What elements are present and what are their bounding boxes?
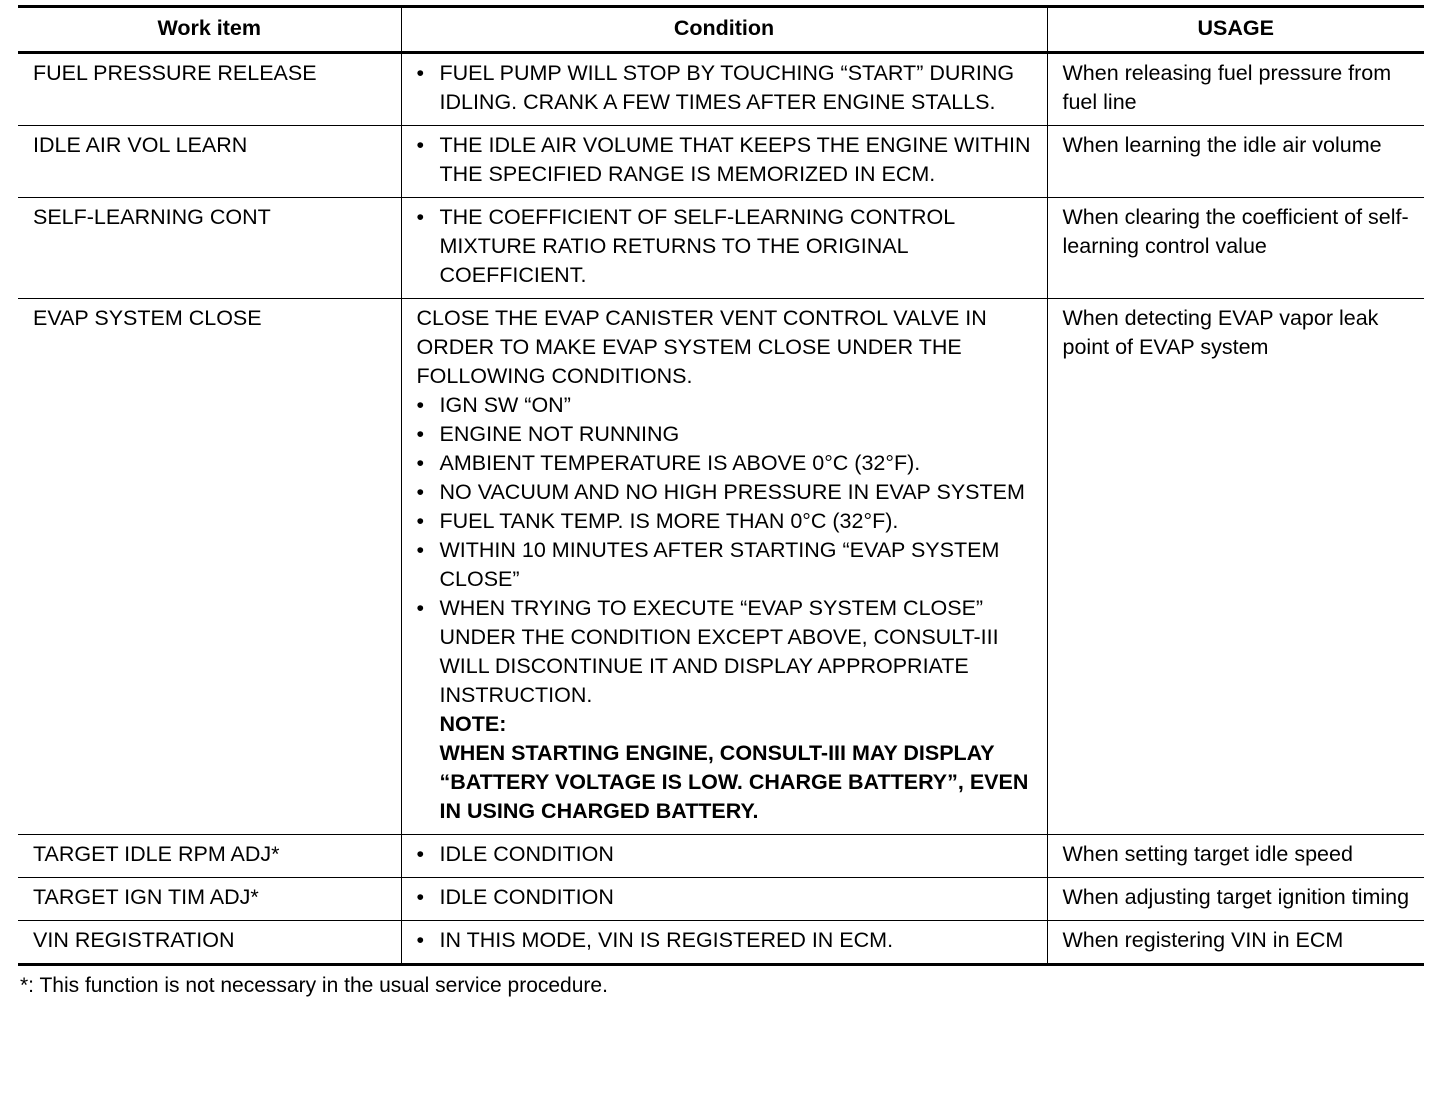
work-item-cell: TARGET IGN TIM ADJ* <box>18 878 401 921</box>
condition-list <box>417 926 1039 955</box>
condition-item: • WITHIN 10 MINUTES AFTER STARTING “EVAP SYSTEM CLOSE” <box>417 536 1039 594</box>
condition-item: • NO VACUUM AND NO HIGH PRESSURE IN EVAP SYSTEM <box>417 478 1039 507</box>
note-label: NOTE: <box>439 712 507 736</box>
condition-cell <box>401 835 1047 878</box>
condition-item: • FUEL TANK TEMP. IS MORE THAN 0°C (32°F). <box>417 507 1039 536</box>
condition-item: • IN THIS MODE, VIN IS REGISTERED IN ECM. <box>417 926 1039 955</box>
work-support-document <box>18 5 1424 1000</box>
table-row <box>18 878 1424 921</box>
condition-cell <box>401 53 1047 126</box>
usage-cell: When detecting EVAP vapor leak point of EVAP system <box>1047 299 1424 835</box>
table-row <box>18 198 1424 299</box>
work-item-cell: SELF-LEARNING CONT <box>18 198 401 299</box>
table-row <box>18 53 1424 126</box>
condition-item: • AMBIENT TEMPERATURE IS ABOVE 0°C (32°F). <box>417 449 1039 478</box>
condition-cell <box>401 126 1047 198</box>
header-usage: USAGE <box>1047 7 1424 53</box>
condition-cell <box>401 198 1047 299</box>
table-header-row <box>18 7 1424 53</box>
work-item-cell: EVAP SYSTEM CLOSE <box>18 299 401 835</box>
table-row <box>18 126 1424 198</box>
usage-cell: When clearing the coefficient of self-learning control value <box>1047 198 1424 299</box>
condition-item: • ENGINE NOT RUNNING <box>417 420 1039 449</box>
work-item-cell: TARGET IDLE RPM ADJ* <box>18 835 401 878</box>
work-support-table <box>18 5 1424 966</box>
usage-cell: When adjusting target ignition timing <box>1047 878 1424 921</box>
condition-item: • THE COEFFICIENT OF SELF-LEARNING CONTROL MIXTURE RATIO RETURNS TO THE ORIGINAL COEFFICIENT. <box>417 203 1039 290</box>
condition-item: • FUEL PUMP WILL STOP BY TOUCHING “START” DURING IDLING. CRANK A FEW TIMES AFTER ENGINE STALLS. <box>417 59 1039 117</box>
condition-list <box>417 203 1039 290</box>
header-condition: Condition <box>401 7 1047 53</box>
condition-item: • THE IDLE AIR VOLUME THAT KEEPS THE ENGINE WITHIN THE SPECIFIED RANGE IS MEMORIZED IN ECM. <box>417 131 1039 189</box>
condition-list <box>417 883 1039 912</box>
condition-intro: CLOSE THE EVAP CANISTER VENT CONTROL VALVE IN ORDER TO MAKE EVAP SYSTEM CLOSE UNDER THE FOLLOWING CONDITIONS. <box>416 306 987 388</box>
usage-cell: When learning the idle air volume <box>1047 126 1424 198</box>
condition-cell <box>401 878 1047 921</box>
table-row <box>18 299 1424 835</box>
condition-item: • IDLE CONDITION <box>417 883 1039 912</box>
work-item-cell: IDLE AIR VOL LEARN <box>18 126 401 198</box>
work-item-cell: FUEL PRESSURE RELEASE <box>18 53 401 126</box>
table-row <box>18 921 1424 965</box>
table-row <box>18 835 1424 878</box>
note-text: WHEN STARTING ENGINE, CONSULT-III MAY DISPLAY “BATTERY VOLTAGE IS LOW. CHARGE BATTERY”, EVEN IN USING CHARGED BATTERY. <box>439 741 1029 823</box>
header-work-item: Work item <box>18 7 401 53</box>
condition-item-text: WHEN TRYING TO EXECUTE “EVAP SYSTEM CLOSE” UNDER THE CONDITION EXCEPT ABOVE, CONSULT-III WILL DISCONTINUE IT AND DISPLAY APPROPRIATE INSTRUCTION. <box>439 596 999 707</box>
usage-cell: When registering VIN in ECM <box>1047 921 1424 965</box>
footnote: *: This function is not necessary in the usual service procedure. <box>20 974 608 997</box>
condition-item: • IGN SW “ON” <box>417 391 1039 420</box>
condition-item <box>417 594 1039 826</box>
condition-list <box>417 391 1039 826</box>
work-item-cell: VIN REGISTRATION <box>18 921 401 965</box>
condition-cell <box>401 299 1047 835</box>
usage-cell: When setting target idle speed <box>1047 835 1424 878</box>
condition-list <box>417 59 1039 117</box>
condition-item: • IDLE CONDITION <box>417 840 1039 869</box>
condition-list <box>417 131 1039 189</box>
condition-cell <box>401 921 1047 965</box>
condition-list <box>417 840 1039 869</box>
usage-cell: When releasing fuel pressure from fuel line <box>1047 53 1424 126</box>
